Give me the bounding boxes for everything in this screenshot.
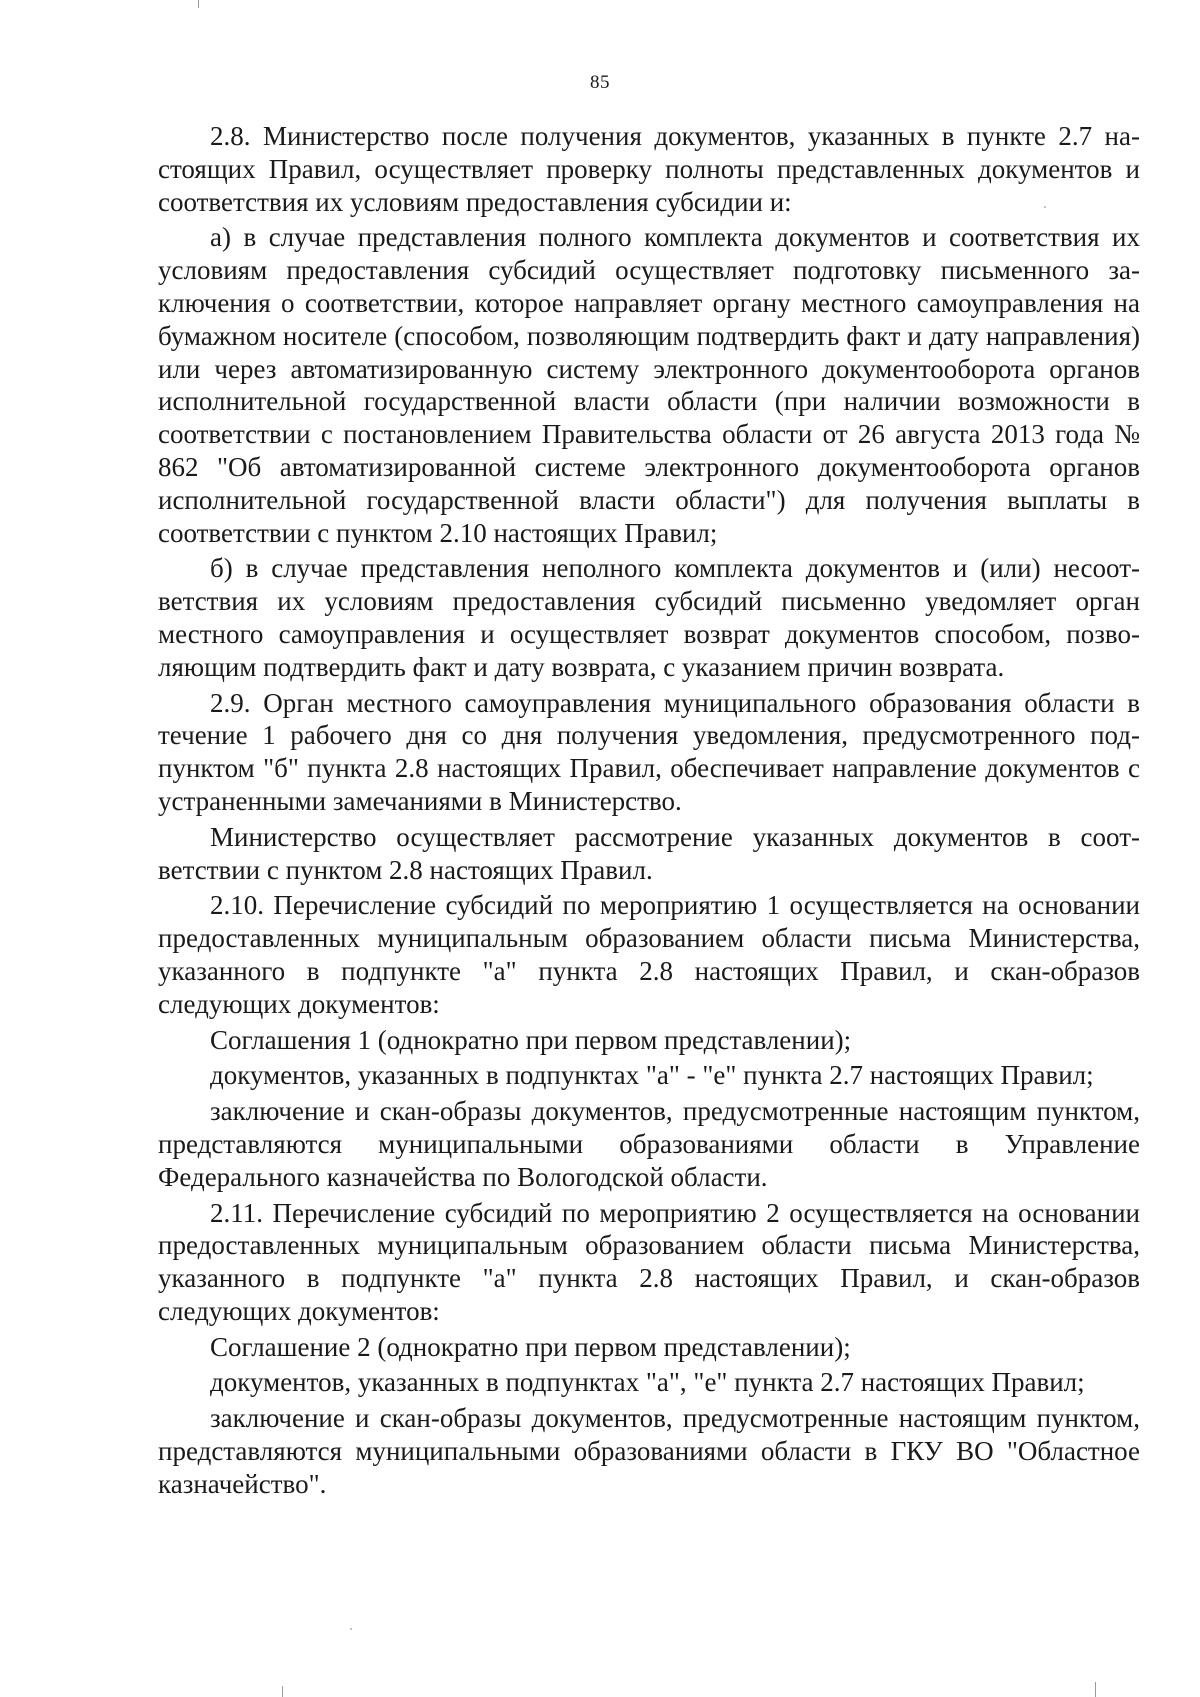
paragraph-2-10-conclusion: заключение и скан-образы документов, предусмотренные настоящим пунктом, представляются муниципальными образованиями области в Управление Федерального казначейства по Вологодской области. <box>158 1096 1140 1192</box>
paragraph-2-10-documents: документов, указанных в подпунктах "а" - "е" пункта 2.7 настоящих Правил; <box>210 1060 1094 1091</box>
paragraph-2-8: 2.8. Министерство после получения документов, указанных в пункте 2.7 настоящих Правил, осуществляет проверку полноты представленных документов и соответствия их условиям предоставления субсидии и: <box>158 121 1140 217</box>
paragraph-2-10-agreement: Соглашения 1 (однократно при первом представлении); <box>210 1024 852 1055</box>
paragraph-2-11-documents: документов, указанных в подпунктах "а", "е" пункта 2.7 настоящих Правил; <box>210 1367 1085 1398</box>
scan-speck <box>350 1628 352 1630</box>
page-number: 85 <box>590 72 610 93</box>
paragraph-2-9: 2.9. Орган местного самоуправления муниципального образования области в течение 1 рабочего дня со дня получения уведомления, предусмотренного подпунктом "б" пункта 2.8 настоящих Правил, обеспечивает направление документов с устраненными замечаниями в Министерство. <box>158 687 1140 816</box>
scan-mark-bottom-right <box>1095 1682 1096 1697</box>
paragraph-2-11-agreement: Соглашение 2 (однократно при первом представлении); <box>210 1331 851 1362</box>
paragraph-2-8-b: б) в случае представления неполного комплекта документов и (или) несоответствия их условиям предоставления субсидий письменно уведомляет орган местного самоуправления и осуществляет возврат документов способом, позволяющим подтвердить факт и дату возврата, с указанием причин возврата. <box>158 553 1140 682</box>
paragraph-2-11: 2.11. Перечисление субсидий по мероприятию 2 осуществляется на основании предоставленных муниципальным образованием области письма Министерства, указанного в подпункте "а" пункта 2.8 настоящих Правил, и скан-образов следующих документов: <box>158 1197 1140 1326</box>
paragraph-2-11-conclusion: заключение и скан-образы документов, предусмотренные настоящим пунктом, представляются муниципальными образованиями области в ГКУ ВО "Областное казначейство". <box>158 1403 1140 1499</box>
paragraph-2-9-review: Министерство осуществляет рассмотрение указанных документов в соответствии с пунктом 2.8 настоящих Правил. <box>158 821 1140 885</box>
scan-mark-top <box>198 0 199 8</box>
scan-mark-bottom-left <box>282 1686 283 1697</box>
document-body <box>158 120 1140 1504</box>
paragraph-2-10: 2.10. Перечисление субсидий по мероприятию 1 осуществляется на основании предоставленных муниципальным образованием области письма Министерства, указанного в подпункте "а" пункта 2.8 настоящих Правил, и скан-образов следующих документов: <box>158 890 1140 1019</box>
paragraph-2-8-a: а) в случае представления полного комплекта документов и соответствия их условиям предоставления субсидий осуществляет подготовку письменного заключения о соответствии, которое направляет органу местного самоуправления на бумажном носителе (способом, позволяющим подтвердить факт и дату направления) или через автоматизированную систему электронного документооборота органов исполнительной государственной власти области (при наличии возможности в соответствии с постановлением Правительства области от 26 августа 2013 года № 862 "Об автоматизированной системе электронного документооборота органов исполнительной государственной власти области") для получения выплаты в соответствии с пунктом 2.10 настоящих Правил; <box>158 222 1140 548</box>
